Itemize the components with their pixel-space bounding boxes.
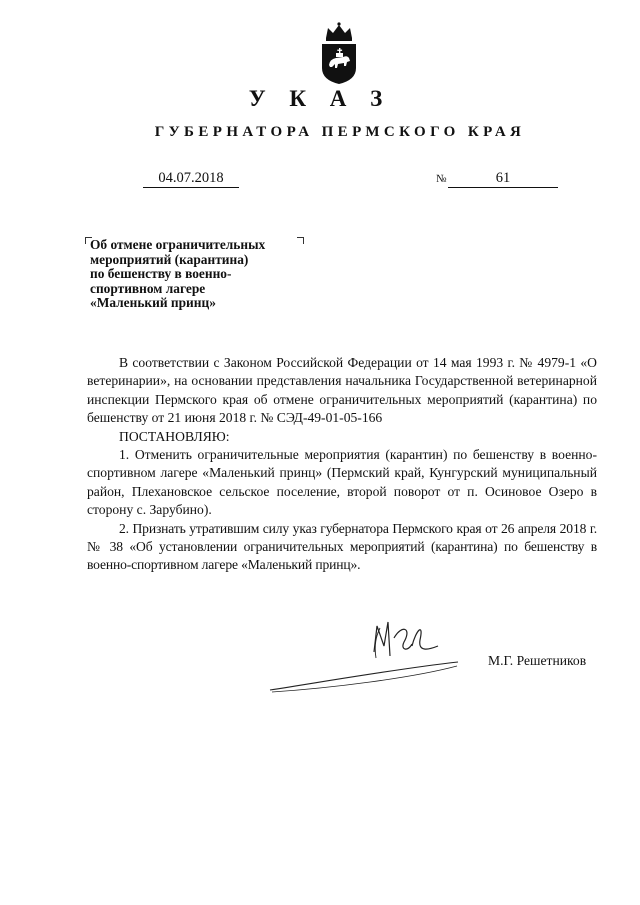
heading-line: мероприятий (карантина) [90,251,249,267]
document-date: 04.07.2018 [143,170,239,188]
preamble-paragraph: В соответствии с Законом Российской Федерации от 14 мая 1993 г. № 4979-1 «О ветеринарии», на основании представления начальника Государственной ветеринарной инспекции Пермского края об отмене ограничительных мероприятий (карантина) по бешенству от 21 июня 2018 г. № СЭД-49-01-05-166 [87,355,597,426]
document-title: У К А З [248,86,392,111]
document-heading [90,238,300,311]
decree-word: ПОСТАНОВЛЯЮ: [119,428,230,444]
decree-item-1: 1. Отменить ограничительные мероприятия (карантин) по бешенству в военно-спортивном лагере «Маленький принц» (Пермский край, Кунгурский муниципальный район, Плехановское сельское поселение, второй поворот от п. Осиновое Озеро в сторону с. Зарубино). [87,447,597,518]
document-body [87,354,597,575]
document-number: 61 [448,170,558,188]
heading-line: спортивном лагере [90,280,206,296]
decree-item-2: 2. Признать утратившим силу указ губернатора Пермского края от 26 апреля 2018 г. № 38 «Об установлении ограничительных мероприятий (карантина) по бешенству в военно-спортивном лагере «Маленький принц». [87,520,597,573]
signer-name: М.Г. Решетников [488,653,587,668]
heading-line: Об отмене ограничительных [90,237,266,252]
document-subtitle: ГУБЕРНАТОРА ПЕРМСКОГО КРАЯ [154,124,526,140]
heading-line: по бешенству в военно- [90,266,232,282]
coat-of-arms-emblem [318,22,360,86]
heading-line: «Маленький принц» [90,295,216,311]
handwritten-signature [262,616,462,696]
number-label: № [436,173,447,185]
